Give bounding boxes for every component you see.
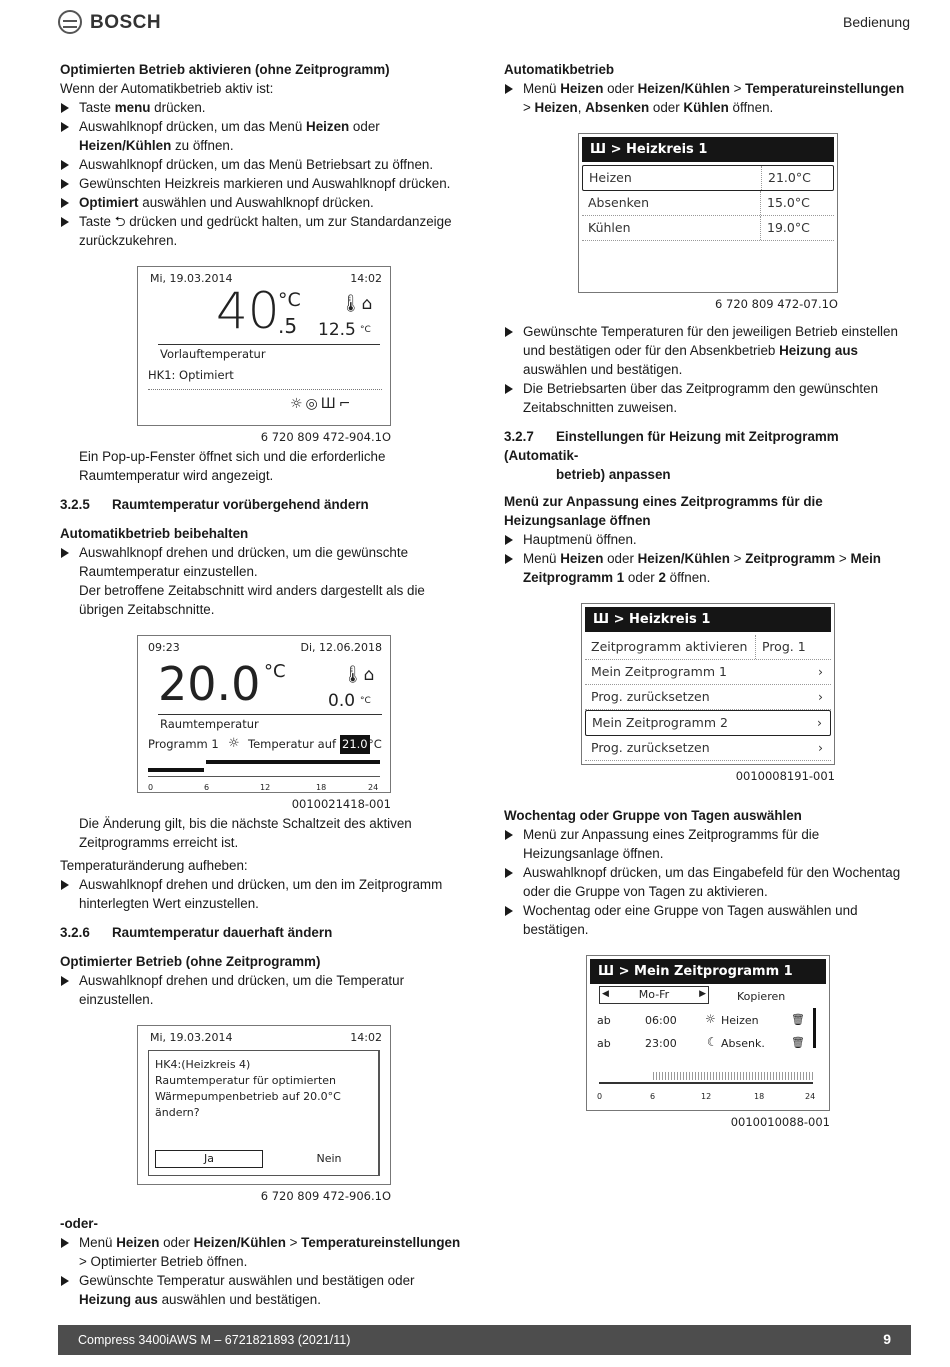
display-date: Mi, 19.03.2014: [150, 1031, 233, 1044]
heizkreis-icon: Ш: [593, 612, 614, 627]
nein-button[interactable]: Nein: [316, 1152, 342, 1165]
menu-row-absenken[interactable]: Absenken 15.0°C: [582, 191, 834, 216]
display-unit: °C: [264, 661, 286, 682]
menu-row-prog-zuruecksetzen[interactable]: Prog. zurücksetzen ›: [585, 685, 831, 710]
chevron-right-icon: ›: [818, 664, 823, 679]
figure-number: 0010008191-001: [735, 769, 835, 783]
display-unit: °C: [278, 289, 301, 311]
tick-label: 6: [204, 783, 210, 792]
display-label: Raumtemperatur: [160, 717, 259, 731]
chevron-right-icon: ›: [818, 740, 823, 755]
tick-label: 12: [701, 1092, 712, 1101]
tick-label: 24: [368, 783, 379, 792]
heading-wochentag: Wochentag oder Gruppe von Tagen auswählen: [504, 808, 802, 823]
text: Ein Pop-up-Fenster öffnet sich und die erforderliche Raumtemperatur wird angezeigt.: [79, 449, 386, 483]
display-outside-temp: 0.0: [328, 691, 356, 711]
step: Gewünschte Temperatur auswählen und bestätigen oder Heizung aus auswählen und bestätigen.: [60, 1271, 468, 1309]
sun-icon: ☼: [228, 736, 240, 751]
figure-number: 0010021418-001: [291, 797, 391, 811]
tick-label: 12: [260, 783, 271, 792]
step: Menü Heizen oder Heizen/Kühlen > Temperatureinstellungen > Heizen, Absenken oder Kühlen öffnen.: [504, 79, 912, 117]
display-date: Di, 12.06.2018: [300, 641, 382, 654]
oder-text: -oder-: [60, 1216, 98, 1231]
popup-line: Wärmepumpenbetrieb auf 20.0°C: [155, 1090, 341, 1103]
arrow-right-icon[interactable]: ▶: [699, 989, 706, 999]
menu-title-bar: Ш > Heizkreis 1: [582, 137, 834, 162]
trash-icon[interactable]: 🗑: [791, 1036, 805, 1049]
menu-row-mein-zeitprogramm-1[interactable]: Mein Zeitprogramm 1 ›: [585, 660, 831, 685]
tick-label: 0: [597, 1092, 603, 1101]
heading-optimiert: Optimierten Betrieb aktivieren (ohne Zeitprogramm): [60, 62, 390, 77]
left-column: [60, 60, 468, 1309]
step: Auswahlknopf drücken, um das Menü Heizen oder Heizen/Kühlen zu öffnen.: [60, 117, 468, 155]
step: Gewünschten Heizkreis markieren und Auswahlknopf drücken.: [60, 174, 468, 193]
footer-bar: [58, 1325, 911, 1355]
step: Menü zur Anpassung eines Zeitprogramms für die Heizungsanlage öffnen.: [504, 825, 912, 863]
display-time: 09:23: [148, 641, 180, 654]
display-screen: [586, 955, 830, 1111]
tick-label: 6: [650, 1092, 656, 1101]
trash-icon[interactable]: 🗑: [791, 1013, 805, 1026]
menu-row-mein-zeitprogramm-2[interactable]: Mein Zeitprogramm 2 ›: [585, 710, 831, 736]
row-mode[interactable]: Absenk.: [721, 1037, 765, 1050]
timeline-bar: [148, 768, 204, 772]
display-screen: [137, 635, 391, 793]
right-column: [504, 60, 912, 1132]
chevron-right-icon: ›: [817, 715, 822, 730]
row-time[interactable]: 06:00: [645, 1014, 677, 1027]
step: Die Betriebsarten über das Zeitprogramm den gewünschten Zeitabschnitten zuweisen.: [504, 379, 912, 417]
section-header: Bedienung: [843, 14, 910, 30]
thermo-house-icon: 🌡⌂: [340, 294, 373, 314]
display-status: HK1: Optimiert: [148, 368, 234, 382]
menu-row-zeitprogramm-aktivieren[interactable]: Zeitprogramm aktivieren Prog. 1: [585, 635, 831, 660]
text: Temperaturänderung aufheben:: [60, 858, 248, 873]
display-screen: [581, 603, 835, 765]
display-big-temp: 40: [216, 282, 280, 340]
row-time[interactable]: 23:00: [645, 1037, 677, 1050]
display-screen: [137, 1025, 391, 1185]
menu-title-bar: Ш > Heizkreis 1: [585, 607, 831, 632]
display-label: Vorlauftemperatur: [160, 347, 266, 361]
intro-text: Wenn der Automatikbetrieb aktiv ist:: [60, 81, 274, 96]
thermo-house-icon: 🌡⌂: [342, 665, 375, 685]
menu-title-bar: Ш > Mein Zeitprogramm 1: [590, 959, 826, 984]
display-program: Programm 1: [148, 737, 219, 751]
display-temp-auf: Temperatur auf: [248, 737, 337, 751]
step: Menü Heizen oder Heizen/Kühlen > Temperatureinstellungen > Optimierter Betrieb öffnen.: [60, 1233, 468, 1271]
heading-automatikbetrieb: Automatikbetrieb: [504, 62, 615, 77]
heading-3-2-7: 3.2.7 Einstellungen für Heizung mit Zeitprogramm (Automatik-: [504, 429, 839, 463]
display-temp-unit: °C: [368, 737, 382, 751]
figure-number: 6 720 809 472-904.1O: [260, 430, 391, 444]
timeline-bar: [206, 760, 380, 764]
bosch-logo: [58, 10, 161, 34]
timeline-axis: [599, 1082, 813, 1084]
figure-number: 6 720 809 472-906.1O: [260, 1189, 391, 1203]
page-number: 9: [883, 1331, 891, 1347]
heading-menu-zeitprogramm: Menü zur Anpassung eines Zeitprogramms für die Heizungsanlage öffnen: [504, 494, 823, 528]
popup-line: ändern?: [155, 1106, 200, 1119]
step: Taste menu drücken.: [60, 98, 468, 117]
display-time: 14:02: [350, 272, 382, 285]
footer-text: Compress 3400iAWS M – 6721821893 (2021/11): [78, 1333, 351, 1347]
display-screen: [137, 266, 391, 426]
display-screen: [578, 133, 838, 293]
display-time: 14:02: [350, 1031, 382, 1044]
figure-display-optimiert: [137, 266, 391, 447]
brand-name: BOSCH: [90, 11, 162, 33]
timeline-axis: [148, 776, 380, 777]
step: Auswahlknopf drücken, um das Eingabefeld für den Wochentag oder die Gruppe von Tagen zu aktivieren.: [504, 863, 912, 901]
figure-heizkreis-temp: [578, 133, 838, 314]
display-big-temp: 20.0: [158, 657, 261, 711]
display-decimal: .5: [278, 314, 298, 338]
day-selector[interactable]: ◀ Mo-Fr ▶: [599, 986, 709, 1004]
kopieren-button[interactable]: Kopieren: [737, 990, 786, 1003]
figure-number: 6 720 809 472-07.1O: [715, 297, 838, 311]
text: Der betroffene Zeitabschnitt wird anders dargestellt als die übrigen Zeitabschnitte.: [79, 583, 425, 617]
tick-label: 0: [148, 783, 154, 792]
heading-3-2-7-cont: betrieb) anpassen: [556, 467, 671, 482]
heizkreis-icon: Ш: [590, 142, 611, 157]
heading-opt-betrieb: Optimierter Betrieb (ohne Zeitprogramm): [60, 954, 321, 969]
popup-dialog: [148, 1050, 380, 1176]
back-icon: ⮌: [114, 214, 126, 229]
figure-display-raumtemp: [137, 635, 391, 814]
display-date: Mi, 19.03.2014: [150, 272, 233, 285]
popup-line: HK4:(Heizkreis 4): [155, 1058, 251, 1071]
heading-3-2-6: 3.2.6 Raumtemperatur dauerhaft ändern: [60, 925, 333, 940]
display-outside-unit: °C: [360, 696, 371, 706]
step: Optimiert auswählen und Auswahlknopf drücken.: [60, 193, 468, 212]
sun-icon: ☼: [705, 1012, 716, 1026]
menu-row-kuehlen[interactable]: Kühlen 19.0°C: [582, 216, 834, 241]
figure-popup-dialog: [137, 1025, 391, 1206]
step: Hauptmenü öffnen.: [504, 530, 912, 549]
display-outside-unit: °C: [360, 325, 371, 335]
step: Auswahlknopf drehen und drücken, um die Temperatur einzustellen.: [60, 971, 468, 1009]
tick-label: 18: [316, 783, 327, 792]
arrow-left-icon[interactable]: ◀: [602, 989, 609, 999]
tick-label: 24: [805, 1092, 816, 1101]
display-temp-value[interactable]: 21.0: [340, 735, 370, 754]
step: Taste ⮌ drücken und gedrückt halten, um zur Standardanzeige zurückzukehren.: [60, 212, 468, 250]
display-outside-temp: 12.5: [318, 320, 356, 340]
row-mode[interactable]: Heizen: [721, 1014, 759, 1027]
menu-row-prog-zuruecksetzen-2[interactable]: Prog. zurücksetzen ›: [585, 736, 831, 761]
ja-button[interactable]: Ja: [155, 1150, 263, 1168]
chevron-right-icon: ›: [818, 689, 823, 704]
bosch-armature-icon: [58, 10, 82, 34]
step: Wochentag oder eine Gruppe von Tagen auswählen und bestätigen.: [504, 901, 912, 939]
row-ab: ab: [597, 1014, 611, 1027]
step: Gewünschte Temperaturen für den jeweiligen Betrieb einstellen und bestätigen oder für den Absenkbetrieb Heizung aus auswählen und bestätigen.: [504, 322, 912, 379]
step: Auswahlknopf drehen und drücken, um den im Zeitprogramm hinterlegten Wert einzustellen.: [60, 875, 468, 913]
text: Die Änderung gilt, bis die nächste Schaltzeit des aktiven Zeitprogramms erreicht ist.: [79, 816, 412, 850]
scrollbar[interactable]: [813, 1008, 816, 1048]
heading-3-2-5: 3.2.5 Raumtemperatur vorübergehend ändern: [60, 497, 369, 512]
figure-mein-zeitprogramm: [586, 955, 830, 1132]
figure-zeitprogramm-menu: [581, 603, 835, 786]
heizkreis-icon: Ш: [598, 964, 619, 979]
row-ab: ab: [597, 1037, 611, 1050]
step: Auswahlknopf drücken, um das Menü Betriebsart zu öffnen.: [60, 155, 468, 174]
timeline-bar: [653, 1072, 813, 1080]
step: Auswahlknopf drehen und drücken, um die gewünschte Raumtemperatur einzustellen.: [60, 543, 468, 581]
step: Menü Heizen oder Heizen/Kühlen > Zeitprogramm > Mein Zeitprogramm 1 oder 2 öffnen.: [504, 549, 912, 587]
figure-number: 0010010088-001: [730, 1115, 830, 1129]
tick-label: 18: [754, 1092, 765, 1101]
moon-icon: ☾: [707, 1035, 718, 1049]
popup-line: Raumtemperatur für optimierten: [155, 1074, 337, 1087]
menu-row-heizen[interactable]: Heizen 21.0°C: [582, 165, 834, 191]
heading-auto-beibehalten: Automatikbetrieb beibehalten: [60, 526, 249, 541]
status-icons: ☼◎Ш⌐: [290, 396, 354, 412]
